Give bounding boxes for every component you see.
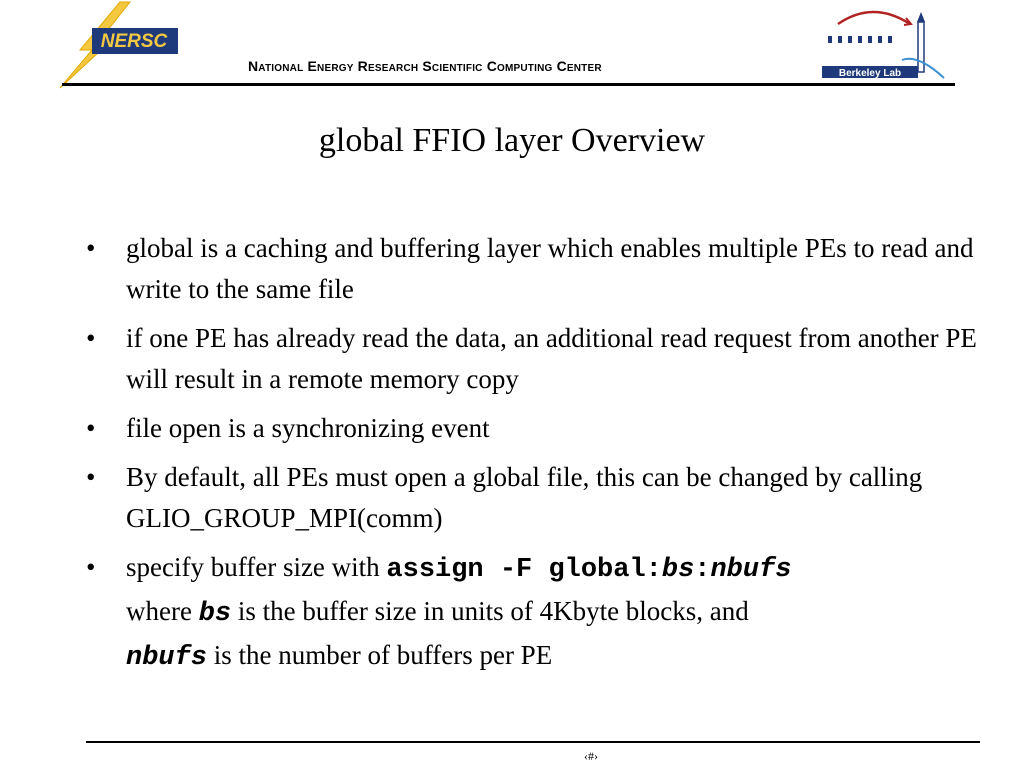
command-code-colon: : — [694, 555, 711, 585]
bullet-text: By default, all PEs must open a global file, this can be changed by calling GLIO_GROUP_MPI(comm) — [126, 462, 923, 533]
bullet-text-part: specify buffer size with — [126, 552, 387, 582]
nersc-logo — [30, 0, 190, 90]
bullet-text: file open is a synchronizing event — [126, 413, 490, 443]
bullet-text-part: where — [126, 596, 199, 626]
berkeley-lab-logo — [818, 4, 948, 84]
footer-divider — [86, 741, 980, 743]
bullet-text: if one PE has already read the data, an additional read request from another PE will result in a remote memory copy — [126, 323, 977, 394]
term-bs: bs — [198, 599, 232, 629]
bullet-marker: • — [86, 413, 96, 443]
bullet-marker: • — [86, 323, 96, 353]
organization-name: National Energy Research Scientific Computing Center — [248, 58, 602, 74]
command-code: assign -F global: — [386, 555, 662, 585]
list-item — [86, 457, 986, 539]
bullet-list — [86, 228, 986, 687]
page-number: ‹#› — [584, 749, 598, 763]
bullet-marker: • — [86, 233, 96, 263]
list-item — [86, 318, 986, 400]
bullet-text-part: is the number of buffers per PE — [207, 640, 553, 670]
bullet-text-part: is the buffer size in units of 4Kbyte blocks, and — [231, 596, 749, 626]
berkeley-lab-logo-text: Berkeley Lab — [838, 68, 902, 79]
term-nbufs: nbufs — [126, 643, 208, 673]
bullet-marker: • — [86, 552, 96, 582]
list-item — [86, 228, 986, 310]
bullet-text: global is a caching and buffering layer which enables multiple PEs to read and write to the same file — [126, 233, 974, 304]
header-divider — [62, 83, 955, 86]
list-item — [86, 408, 986, 449]
slide-title: global FFIO layer Overview — [318, 122, 706, 159]
command-code-bs: bs — [661, 555, 695, 585]
list-item — [86, 547, 986, 679]
nersc-logo-text: NERSC — [100, 31, 168, 52]
bullet-marker: • — [86, 462, 96, 492]
command-code-nbufs: nbufs — [710, 555, 792, 585]
